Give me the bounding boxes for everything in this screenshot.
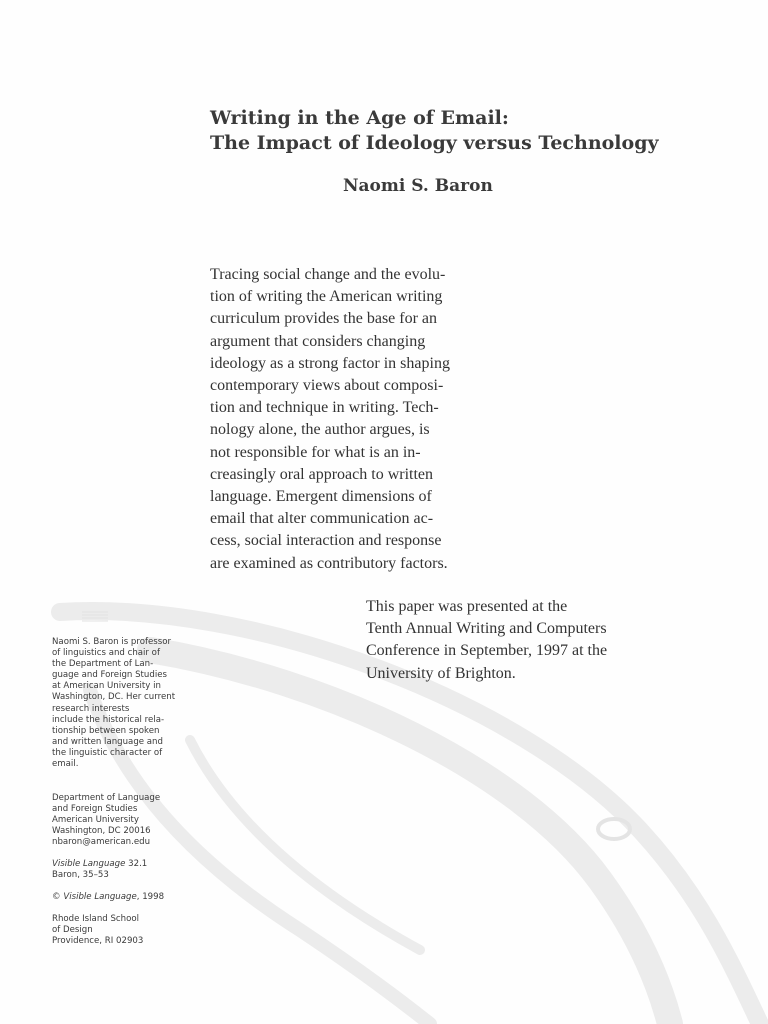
abstract	[210, 264, 510, 575]
author-name: Naomi S. Baron	[343, 176, 493, 196]
bio-line: and written language and	[52, 736, 163, 747]
abstract-line: are examined as contributory factors.	[210, 554, 448, 572]
abstract-line: language. Emergent dimensions of	[210, 488, 432, 506]
publisher-address	[52, 914, 202, 947]
abstract-line: Tracing social change and the evolu-	[210, 266, 446, 283]
abstract-line: cess, social interaction and response	[210, 532, 442, 550]
abstract-line: nology alone, the author argues, is	[210, 421, 430, 439]
bio-line: include the historical rela-	[52, 714, 165, 725]
abstract-line: tion of writing the American writing	[210, 288, 443, 306]
abstract-line: curriculum provides the base for an	[210, 310, 438, 328]
abstract-line: tion and technique in writing. Tech-	[210, 399, 439, 417]
journal-citation	[52, 859, 202, 881]
address-line: Department of Language	[52, 793, 161, 803]
abstract-line: creasingly oral approach to written	[210, 465, 434, 483]
note-line: This paper was presented at the	[366, 598, 568, 615]
author-bio	[52, 637, 202, 770]
copyright-notice	[52, 892, 202, 903]
copyright-journal: Visible Language	[63, 892, 137, 902]
bio-line: guage and Foreign Studies	[52, 670, 167, 681]
publisher-line: Rhode Island School	[52, 914, 139, 924]
note-line: Tenth Annual Writing and Computers	[366, 620, 607, 638]
bio-line: tionship between spoken	[52, 725, 160, 736]
title-line-2: The Impact of Ideology versus Technology	[210, 132, 659, 154]
abstract-line: email that alter communication ac-	[210, 510, 434, 528]
copyright-year: , 1998	[136, 892, 165, 902]
journal-name: Visible Language	[52, 859, 126, 869]
author-email: nbaron@american.edu	[52, 837, 151, 848]
bio-line: the linguistic character of	[52, 747, 163, 758]
bio-line: research interests	[52, 703, 130, 714]
citation-volume-line	[52, 859, 202, 870]
abstract-line: ideology as a strong factor in shaping	[210, 354, 450, 372]
article-title	[210, 106, 730, 156]
abstract-line: argument that considers changing	[210, 332, 426, 350]
title-line-1: Writing in the Age of Email:	[210, 107, 509, 129]
bio-line: email.	[52, 759, 79, 770]
abstract-line: contemporary views about composi-	[210, 377, 444, 395]
citation-pages: Baron, 35–53	[52, 870, 109, 881]
copyright-symbol: ©	[52, 892, 64, 902]
presentation-note	[366, 596, 686, 685]
author-address	[52, 793, 202, 848]
bio-line: at American University in	[52, 681, 161, 692]
abstract-line: not responsible for what is an in-	[210, 443, 421, 461]
journal-volume: 32.1	[125, 859, 148, 869]
bio-line: Washington, DC. Her current	[52, 692, 176, 703]
note-line: Conference in September, 1997 at the	[366, 642, 608, 660]
address-line: American University	[52, 815, 139, 826]
publisher-line: of Design	[52, 925, 93, 936]
address-line: Washington, DC 20016	[52, 826, 151, 837]
bio-line: Naomi S. Baron is professor	[52, 637, 172, 647]
copyright-line	[52, 892, 202, 903]
bio-line: of linguistics and chair of	[52, 648, 160, 659]
address-line: and Foreign Studies	[52, 804, 138, 815]
bio-line: the Department of Lan-	[52, 659, 154, 670]
publisher-line: Providence, RI 02903	[52, 936, 144, 947]
note-line: University of Brighton.	[366, 664, 516, 682]
